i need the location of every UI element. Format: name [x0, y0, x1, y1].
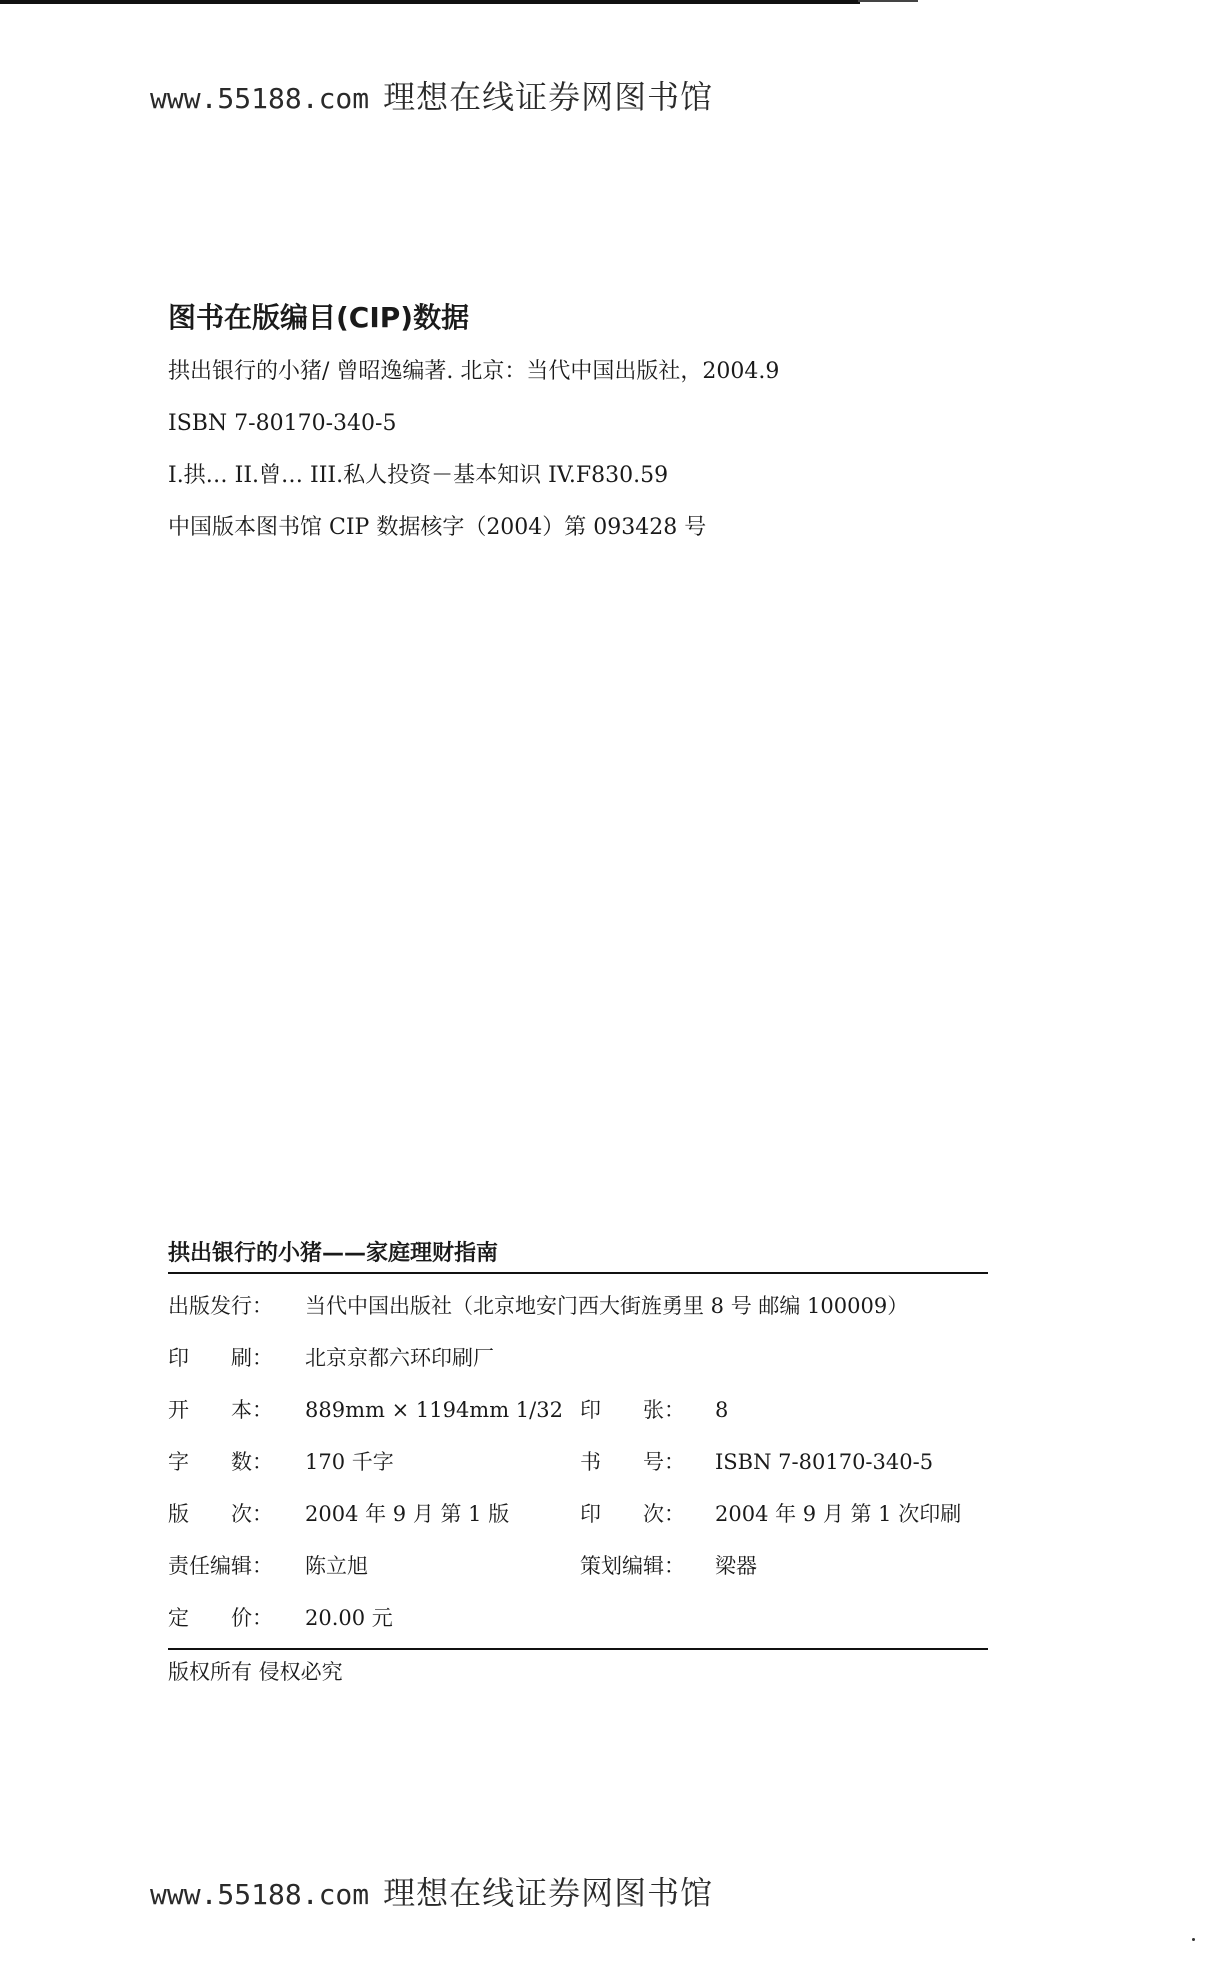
- watermark-url: www.55188.com: [150, 82, 370, 115]
- scan-speck: [1192, 1938, 1195, 1941]
- colophon-row-publisher: [168, 1280, 988, 1332]
- responsible-editor-label: 责任编辑：: [168, 1554, 273, 1578]
- planning-editor-label: 策划编辑：: [580, 1554, 685, 1578]
- book-number-value: ISBN 7-80170-340-5: [715, 1450, 934, 1474]
- cip-line-classification: I.拱… II.曾… III.私人投资－基本知识 IV.F830.59: [168, 463, 669, 488]
- format-label: 开 本：: [168, 1398, 273, 1422]
- printer-value: 北京京都六环印刷厂: [305, 1346, 494, 1370]
- cip-title: 图书在版编目(CIP)数据: [168, 301, 470, 334]
- printing-label: 印 次：: [580, 1502, 685, 1526]
- top-edge-rule-tail: [858, 0, 918, 2]
- colophon: [168, 1236, 988, 1694]
- sheets-value: 8: [715, 1398, 729, 1422]
- cip-line-record-number: 中国版本图书馆 CIP 数据核字（2004）第 093428 号: [168, 515, 707, 540]
- printer-label: 印 刷：: [168, 1346, 273, 1370]
- planning-editor-value: 梁器: [715, 1554, 757, 1578]
- format-value: 889mm × 1194mm 1/32: [305, 1398, 563, 1422]
- watermark-site: 理想在线证券网图书馆: [383, 78, 714, 116]
- colophon-row-words: [168, 1436, 988, 1488]
- colophon-table: [168, 1274, 988, 1648]
- price-label: 定 价：: [168, 1606, 273, 1630]
- colophon-row-editors: [168, 1540, 988, 1592]
- watermark-url: www.55188.com: [150, 1878, 370, 1911]
- printing-value: 2004 年 9 月 第 1 次印刷: [715, 1502, 962, 1526]
- colophon-title: 拱出银行的小猪——家庭理财指南: [168, 1241, 499, 1266]
- sheets-label: 印 张：: [580, 1398, 685, 1422]
- colophon-row-printer: [168, 1332, 988, 1384]
- price-value: 20.00 元: [305, 1606, 393, 1630]
- colophon-row-price: [168, 1592, 988, 1644]
- cip-line-isbn: ISBN 7-80170-340-5: [168, 411, 397, 436]
- words-value: 170 千字: [305, 1450, 394, 1474]
- colophon-row-format: [168, 1384, 988, 1436]
- words-label: 字 数：: [168, 1450, 273, 1474]
- publisher-label: 出版发行：: [168, 1294, 273, 1318]
- edition-label: 版 次：: [168, 1502, 273, 1526]
- book-number-label: 书 号：: [580, 1450, 685, 1474]
- watermark-top: [150, 72, 713, 118]
- cip-line-title-author: 拱出银行的小猪/ 曾昭逸编著. 北京：当代中国出版社，2004.9: [168, 359, 780, 384]
- copyright-notice: 版权所有 侵权必究: [168, 1660, 343, 1684]
- watermark-site: 理想在线证券网图书馆: [383, 1874, 714, 1912]
- edition-value: 2004 年 9 月 第 1 版: [305, 1502, 510, 1526]
- watermark-bottom: [150, 1868, 713, 1914]
- publisher-value: 当代中国出版社（北京地安门西大街旌勇里 8 号 邮编 100009）: [305, 1294, 909, 1318]
- responsible-editor-value: 陈立旭: [305, 1554, 368, 1578]
- cip-data-block: [168, 300, 1068, 564]
- top-edge-rule: [0, 0, 860, 4]
- colophon-row-edition: [168, 1488, 988, 1540]
